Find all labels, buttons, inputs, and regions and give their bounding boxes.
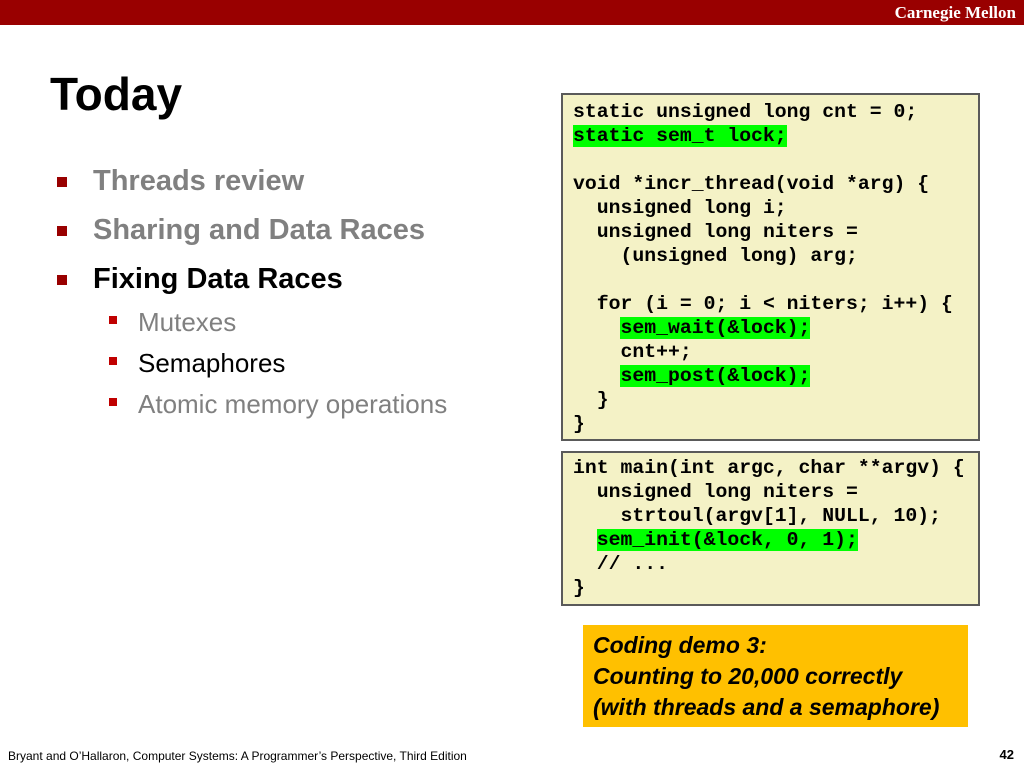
code-text: static unsigned long cnt = 0;	[573, 101, 918, 123]
demo-callout	[583, 625, 968, 727]
code-line	[573, 388, 978, 412]
outline-subitem-semaphores	[0, 350, 540, 376]
code-indent	[573, 529, 597, 551]
outline-item-fixing-data-races	[0, 265, 540, 294]
code-indent	[573, 317, 620, 339]
code-indent	[573, 245, 620, 267]
code-text: static sem_t lock;	[573, 125, 787, 147]
code-indent	[573, 221, 597, 243]
code-line	[573, 316, 978, 340]
code-line	[573, 340, 978, 364]
code-indent	[573, 365, 620, 387]
code-indent	[573, 505, 620, 527]
outline-item-threads-review	[0, 167, 540, 196]
code-text: unsigned long i;	[596, 197, 787, 219]
code-text: // ...	[596, 553, 668, 575]
code-text: (unsigned long) arg;	[620, 245, 858, 267]
outline-item-label: Fixing Data Races	[93, 263, 343, 295]
code-indent	[573, 553, 597, 575]
code-text: }	[573, 413, 585, 435]
page-number: 42	[999, 747, 1014, 762]
code-text: sem_init(&lock, 0, 1);	[596, 529, 858, 551]
outline-subitem-label: Semaphores	[138, 348, 286, 378]
square-bullet-icon	[57, 177, 67, 187]
code-text: unsigned long niters =	[596, 481, 858, 503]
square-bullet-icon	[57, 275, 67, 285]
code-line	[573, 100, 978, 124]
outline-subitem-label: Atomic memory operations	[138, 389, 448, 419]
code-line	[573, 268, 978, 292]
outline-item-label: Threads review	[93, 165, 305, 197]
code-line	[573, 480, 978, 504]
code-indent	[573, 481, 597, 503]
code-line	[573, 412, 978, 436]
outline-item-label: Sharing and Data Races	[93, 214, 425, 246]
page-title: Today	[50, 68, 183, 120]
code-line	[573, 172, 978, 196]
code-line	[573, 196, 978, 220]
square-bullet-icon	[109, 398, 117, 406]
square-bullet-icon	[109, 357, 117, 365]
brand-label: Carnegie Mellon	[894, 3, 1016, 22]
square-bullet-icon	[57, 226, 67, 236]
code-line	[573, 244, 978, 268]
code-text: sem_post(&lock);	[620, 365, 811, 387]
code-block-incr-thread	[561, 93, 980, 441]
code-indent	[573, 197, 597, 219]
code-block-main	[561, 451, 980, 606]
header-bar	[0, 0, 1024, 25]
code-line	[573, 504, 978, 528]
code-text: cnt++;	[620, 341, 692, 363]
callout-line: Counting to 20,000 correctly	[593, 663, 903, 689]
code-line	[573, 456, 978, 480]
outline-item-sharing-and-data-races	[0, 216, 540, 245]
code-indent	[573, 293, 597, 315]
code-line	[573, 364, 978, 388]
callout-line: Coding demo 3:	[593, 632, 767, 658]
code-text: }	[573, 577, 585, 599]
code-line	[573, 528, 978, 552]
outline-subitem-atomic-memory-operations	[0, 391, 540, 417]
code-text: sem_wait(&lock);	[620, 317, 811, 339]
code-indent	[573, 389, 597, 411]
code-line	[573, 552, 978, 576]
code-indent	[573, 341, 620, 363]
code-text: for (i = 0; i < niters; i++) {	[596, 293, 953, 315]
square-bullet-icon	[109, 316, 117, 324]
code-line	[573, 292, 978, 316]
outline-subitem-mutexes	[0, 309, 540, 335]
code-text: void *incr_thread(void *arg) {	[573, 173, 930, 195]
code-text: unsigned long niters =	[596, 221, 858, 243]
code-line	[573, 576, 978, 600]
code-text: int main(int argc, char **argv) {	[573, 457, 965, 479]
code-line	[573, 148, 978, 172]
footer-citation: Bryant and O’Hallaron, Computer Systems: A Programmer’s Perspective, Third Edition	[8, 749, 467, 763]
code-line	[573, 220, 978, 244]
code-line	[573, 124, 978, 148]
outline-subitem-label: Mutexes	[138, 307, 237, 337]
code-text: }	[596, 389, 609, 411]
code-text: strtoul(argv[1], NULL, 10);	[620, 505, 941, 527]
callout-line: (with threads and a semaphore)	[593, 694, 940, 720]
